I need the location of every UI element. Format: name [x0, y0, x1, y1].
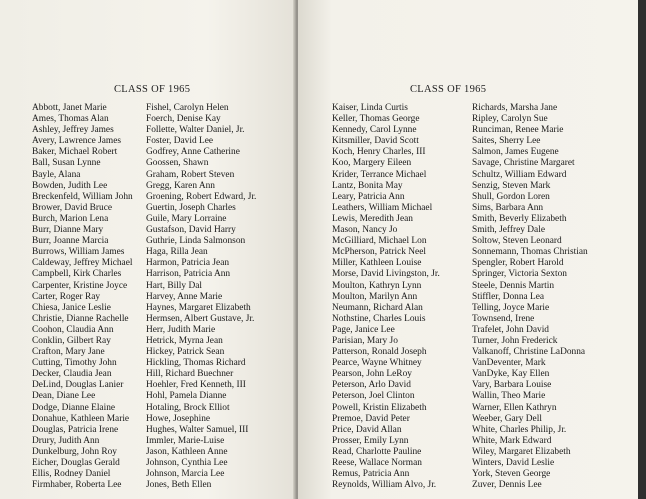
student-name: Caldeway, Jeffrey Michael: [32, 258, 133, 269]
student-name: Shull, Gordon Loren: [472, 191, 550, 202]
student-name: Nothstine, Charles Louis: [332, 313, 426, 324]
right-page-column-1: [332, 103, 440, 491]
student-name: Jones, Beth Ellen: [146, 480, 212, 491]
student-name: Conklin, Gilbert Ray: [32, 335, 111, 346]
student-name: Keller, Thomas George: [332, 114, 420, 125]
student-name: Haga, Rilla Jean: [146, 247, 208, 258]
student-name: Sonnemann, Thomas Christian: [472, 247, 588, 258]
student-name: Crafton, Mary Jane: [32, 347, 105, 358]
student-name: Moulton, Marilyn Ann: [332, 291, 418, 302]
left-page-column-2: [146, 103, 256, 491]
student-name: Johnson, Marcia Lee: [146, 469, 225, 480]
student-name: White, Charles Philip, Jr.: [472, 424, 567, 435]
student-name: Haynes, Margaret Elizabeth: [146, 302, 251, 313]
student-name: VanDeventer, Mark: [472, 358, 546, 369]
student-name: Ellis, Rodney Daniel: [32, 469, 111, 480]
student-name: Mason, Nancy Jo: [332, 225, 398, 236]
student-name: Price, David Allan: [332, 424, 402, 435]
student-name: Wiley, Margaret Elizabeth: [472, 446, 571, 457]
page-edge-shadow: [638, 0, 646, 499]
student-name: Steele, Dennis Martin: [472, 280, 555, 291]
student-name: Miller, Kathleen Louise: [332, 258, 422, 269]
student-name: Pearce, Wayne Whitney: [332, 358, 422, 369]
student-name: Howe, Josephine: [146, 413, 211, 424]
student-name: Goossen, Shawn: [146, 158, 209, 169]
student-name: Reynolds, William Alvo, Jr.: [332, 480, 437, 491]
student-name: Carter, Roger Ray: [32, 291, 101, 302]
student-name: Townsend, Irene: [472, 313, 535, 324]
student-name: Campbell, Kirk Charles: [32, 269, 122, 280]
student-name: Read, Charlotte Pauline: [332, 446, 422, 457]
student-name: Morse, David Livingston, Jr.: [332, 269, 440, 280]
student-name: Saites, Sherry Lee: [472, 136, 541, 147]
student-name: Ripley, Carolyn Sue: [472, 114, 548, 125]
student-name: Leathers, William Michael: [332, 202, 433, 213]
student-name: Winters, David Leslie: [472, 458, 555, 468]
student-name: Hughes, Walter Samuel, III: [146, 424, 249, 435]
student-name: Reese, Wallace Norman: [332, 458, 422, 468]
student-name: Kennedy, Carol Lynne: [332, 125, 417, 136]
student-name: Christie, Dianne Rachelle: [32, 313, 129, 324]
student-name: VanDyke, Kay Ellen: [472, 369, 550, 380]
student-name: Brower, David Bruce: [32, 202, 113, 213]
student-name: Parisian, Mary Jo: [332, 335, 398, 346]
student-name: Coohon, Claudia Ann: [32, 324, 114, 335]
student-name: Burr, Dianne Mary: [32, 225, 104, 236]
student-name: Groening, Robert Edward, Jr.: [146, 191, 257, 202]
student-name: Powell, Kristin Elizabeth: [332, 402, 427, 413]
student-name: Savage, Christine Margaret: [472, 158, 575, 169]
student-name: Burr, Joanne Marcia: [32, 236, 109, 247]
student-name: Stiffler, Donna Lea: [472, 291, 545, 302]
student-name: Moulton, Kathryn Lynn: [332, 280, 422, 291]
student-name: Abbott, Janet Marie: [32, 103, 107, 113]
student-name: Breckenfeld, William John: [32, 191, 133, 202]
student-name: Senzig, Steven Mark: [472, 180, 551, 191]
student-name: Guertin, Joseph Charles: [146, 202, 236, 213]
student-name: Hoehler, Fred Kenneth, III: [146, 380, 246, 391]
student-name: Guthrie, Linda Salmonson: [146, 236, 246, 247]
right-page-column-2: [472, 103, 588, 491]
student-name: Johnson, Cynthia Lee: [146, 458, 228, 468]
student-name: Hotaling, Brock Elliot: [146, 402, 230, 413]
student-name: Carpenter, Kristine Joyce: [32, 280, 128, 291]
student-name: Neumann, Richard Alan: [332, 302, 423, 313]
student-name: Ashley, Jeffrey James: [32, 125, 114, 136]
student-name: Baker, Michael Robert: [32, 147, 118, 158]
student-name: Vary, Barbara Louise: [472, 380, 552, 391]
student-name: Peterson, Joel Clinton: [332, 391, 415, 402]
student-name: Firmhaber, Roberta Lee: [32, 480, 122, 491]
student-name: Dunkelburg, John Roy: [32, 446, 117, 457]
student-name: Weeber, Gary Dell: [472, 413, 542, 424]
student-name: Guile, Mary Lorraine: [146, 213, 227, 224]
student-name: Springer, Victoria Sexton: [472, 269, 567, 280]
student-name: Gustafson, David Harry: [146, 225, 236, 236]
student-name: Fishel, Carolyn Helen: [146, 103, 229, 113]
student-name: Runciman, Renee Marie: [472, 125, 564, 136]
student-name: Leary, Patricia Ann: [332, 191, 405, 202]
student-name: Pearson, John LeRoy: [332, 369, 412, 380]
student-name: Smith, Jeffrey Dale: [472, 225, 545, 236]
student-name: Lewis, Meredith Jean: [332, 213, 413, 224]
student-name: Harvey, Anne Marie: [146, 291, 223, 302]
student-name: Ball, Susan Lynne: [32, 158, 101, 169]
student-name: Jason, Kathleen Anne: [146, 446, 228, 457]
student-name: Dean, Diane Lee: [32, 391, 96, 402]
student-name: Drury, Judith Ann: [32, 435, 100, 446]
student-name: Eicher, Douglas Gerald: [32, 458, 120, 468]
left-page-column-1: [32, 103, 133, 491]
student-name: Lantz, Bonita May: [332, 180, 403, 191]
student-name: Bayle, Alana: [32, 169, 81, 180]
student-name: Wallin, Theo Marie: [472, 391, 546, 402]
student-name: Spengler, Robert Harold: [472, 258, 564, 269]
student-name: Chiesa, Janice Leslie: [32, 302, 111, 313]
student-name: Hickling, Thomas Richard: [146, 358, 246, 369]
student-name: Dodge, Dianne Elaine: [32, 402, 116, 413]
student-name: York, Steven George: [472, 469, 551, 480]
student-name: Gregg, Karen Ann: [146, 180, 215, 191]
student-name: Patterson, Ronald Joseph: [332, 347, 427, 358]
student-name: Avery, Lawrence James: [32, 136, 122, 147]
student-name: Immler, Marie-Luise: [146, 435, 225, 446]
student-name: Prosser, Emily Lynn: [332, 435, 409, 446]
student-name: Graham, Robert Steven: [146, 169, 235, 180]
student-name: Follette, Walter Daniel, Jr.: [146, 125, 245, 136]
student-name: Turner, John Frederick: [472, 335, 558, 346]
student-name: Hohl, Pamela Dianne: [146, 391, 227, 402]
student-name: Bowden, Judith Lee: [32, 180, 108, 191]
student-name: Sims, Barbara Ann: [472, 202, 544, 213]
student-name: Richards, Marsha Jane: [472, 103, 558, 113]
student-name: Premoe, David Peter: [332, 413, 410, 424]
student-name: Hart, Billy Dal: [146, 280, 202, 291]
student-name: Warner, Ellen Kathryn: [472, 402, 557, 413]
student-name: DeLind, Douglas Lanier: [32, 380, 124, 391]
student-name: Burch, Marion Lena: [32, 213, 109, 224]
student-name: Decker, Claudia Jean: [32, 369, 112, 380]
student-name: Burrows, William James: [32, 247, 125, 258]
student-name: Telling, Joyce Marie: [472, 302, 550, 313]
left-page: [0, 0, 296, 499]
student-name: Valkanoff, Christine LaDonna: [472, 347, 586, 358]
left-page-title: CLASS OF 1965: [114, 84, 191, 95]
student-name: Hickey, Patrick Sean: [146, 347, 225, 358]
student-name: Godfrey, Anne Catherine: [146, 147, 240, 158]
student-name: Kaiser, Linda Curtis: [332, 103, 408, 113]
student-name: Ames, Thomas Alan: [32, 114, 109, 125]
student-name: Hill, Richard Buechner: [146, 369, 234, 380]
student-name: Cutting, Timothy John: [32, 358, 117, 369]
student-name: McGilliard, Michael Lon: [332, 236, 427, 247]
student-name: Hermsen, Albert Gustave, Jr.: [146, 313, 255, 324]
student-name: Hetrick, Myrna Jean: [146, 335, 223, 346]
student-name: Koo, Margery Eileen: [332, 158, 412, 169]
student-name: Koch, Henry Charles, III: [332, 147, 426, 158]
student-name: Salmon, James Eugene: [472, 147, 559, 158]
student-name: Peterson, Arlo David: [332, 380, 411, 391]
student-name: Harmon, Patricia Jean: [146, 258, 230, 269]
student-name: Remus, Patricia Ann: [332, 469, 410, 480]
student-name: Zuver, Dennis Lee: [472, 480, 542, 491]
student-name: White, Mark Edward: [472, 435, 552, 446]
student-name: Soltow, Steven Leonard: [472, 236, 562, 247]
student-name: Foster, David Lee: [146, 136, 214, 147]
student-name: Trafelet, John David: [472, 324, 549, 335]
student-name: Harrison, Patricia Ann: [146, 269, 231, 280]
right-page-title: CLASS OF 1965: [410, 84, 487, 95]
student-name: McPherson, Patrick Neel: [332, 247, 426, 258]
student-name: Page, Janice Lee: [332, 324, 395, 335]
student-name: Foerch, Denise Kay: [146, 114, 221, 125]
student-name: Kitsmiller, David Scott: [332, 136, 419, 147]
student-name: Herr, Judith Marie: [146, 324, 216, 335]
right-page: [298, 0, 638, 499]
student-name: Krider, Terrance Michael: [332, 169, 427, 180]
student-name: Schultz, William Edward: [472, 169, 567, 180]
student-name: Smith, Beverly Elizabeth: [472, 213, 567, 224]
student-name: Douglas, Patricia Irene: [32, 424, 119, 435]
student-name: Donahue, Kathleen Marie: [32, 413, 130, 424]
